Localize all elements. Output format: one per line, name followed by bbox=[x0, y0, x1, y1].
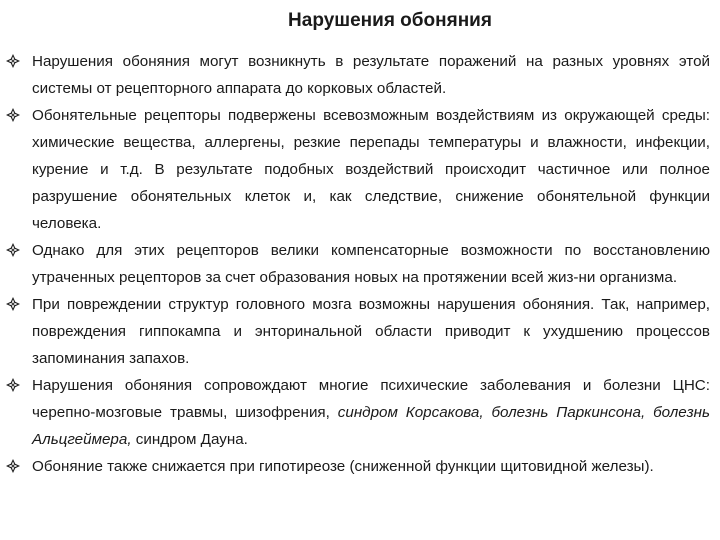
bullet-text-segment: Обоняние также снижается при гипотиреозе (сниженной функции щитовидной железы). bbox=[32, 458, 654, 475]
bullet-item bbox=[6, 48, 710, 102]
four-leaf-diamond-bullet-icon bbox=[6, 378, 20, 392]
bullet-item bbox=[6, 102, 710, 237]
bullet-text bbox=[32, 242, 710, 286]
four-leaf-diamond-bullet-icon bbox=[6, 54, 20, 68]
slide-title: Нарушения обоняния bbox=[288, 10, 492, 31]
four-leaf-diamond-bullet-icon bbox=[6, 243, 20, 257]
four-leaf-diamond-bullet-icon bbox=[6, 297, 20, 311]
bullet-text-segment: Нарушения обоняния могут возникнуть в результате поражений на разных уровнях этой системы от рецепторного аппарата до корковых областей. bbox=[32, 53, 710, 97]
bullet-text bbox=[32, 53, 710, 97]
bullet-item bbox=[6, 237, 710, 291]
bullet-item bbox=[6, 372, 710, 453]
bullet-text bbox=[32, 458, 654, 475]
bullet-text bbox=[32, 107, 710, 232]
bullet-text-segment: Однако для этих рецепторов велики компенсаторные возможности по восстановлению утраченных рецепторов за счет образования новых на протяжении всей жиз-ни организма. bbox=[32, 242, 710, 286]
bullet-text bbox=[32, 377, 710, 448]
bullet-text-segment: синдром Дауна. bbox=[131, 431, 248, 448]
bullet-text bbox=[32, 296, 710, 367]
four-leaf-diamond-bullet-icon bbox=[6, 459, 20, 473]
bullet-list bbox=[6, 48, 710, 480]
four-leaf-diamond-bullet-icon bbox=[6, 108, 20, 122]
bullet-text-segment: Обонятельные рецепторы подвержены всевозможным воздействиям из окружающей среды: химические вещества, аллергены, резкие перепады температуры и влажности, инфекции, курение и т.д. В результате подобных воздействий происходит частичное или полное разрушение обонятельных клеток и, как следствие, снижение обонятельной функции человека. bbox=[32, 107, 710, 232]
bullet-item bbox=[6, 291, 710, 372]
bullet-text-segment: Нарушения обоняния сопровождают многие психические заболевания и болезни ЦНС: черепно-мозговые травмы, шизофрения, bbox=[32, 377, 710, 421]
bullet-item bbox=[6, 453, 710, 480]
bullet-text-segment: При повреждении структур головного мозга возможны нарушения обоняния. Так, например, повреждения гиппокампа и энторинальной области приводит к ухудшению процессов запоминания запахов. bbox=[32, 296, 710, 367]
bullet-text-italic-segment: синдром Корсакова, болезнь Паркинсона, болезнь Альцгеймера, bbox=[32, 404, 710, 448]
